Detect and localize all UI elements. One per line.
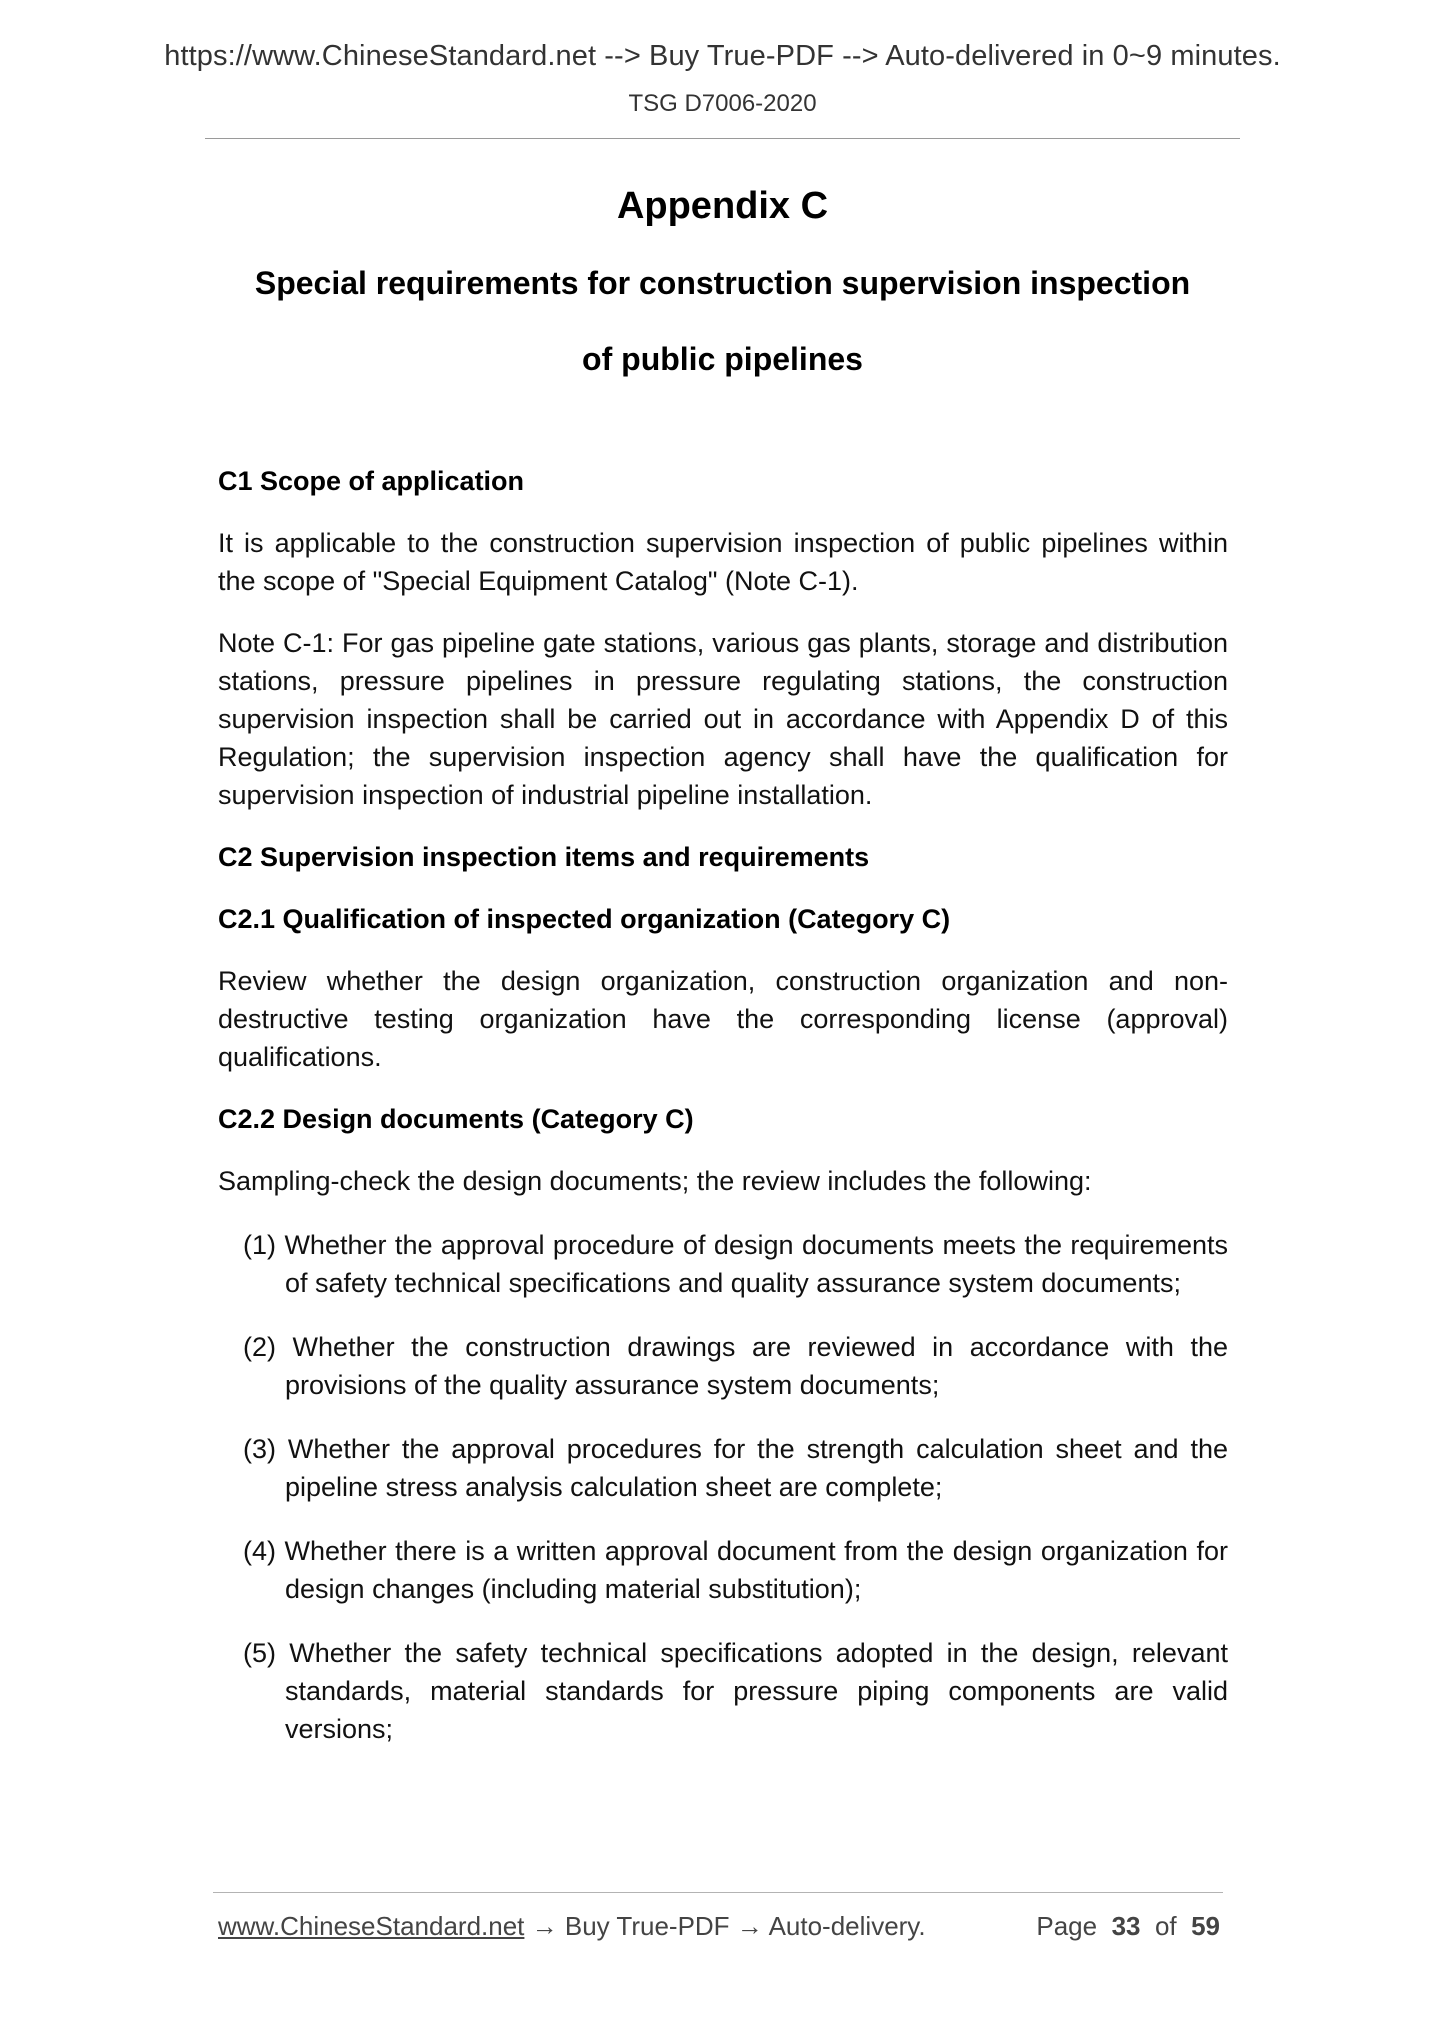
footer-tagline: → Buy True-PDF → Auto-delivery. [524, 1911, 926, 1941]
section-heading-c1: C1 Scope of application [218, 466, 525, 496]
page-indicator [1036, 1911, 1220, 1942]
section-heading-c2: C2 Supervision inspection items and requirements [218, 842, 870, 872]
list-item-3: (3) Whether the approval procedures for the strength calculation sheet and the pipeline stress analysis calculation sheet are complete; [243, 1434, 1228, 1502]
footer [218, 1911, 1228, 1942]
list-item-4: (4) Whether there is a written approval document from the design organization for design changes (including material substitution); [243, 1536, 1228, 1604]
subtitle-line-1: Special requirements for construction supervision inspection [254, 265, 1191, 301]
document-code: TSG D7006-2020 [628, 90, 817, 117]
section-heading-c2-2: C2.2 Design documents (Category C) [218, 1104, 694, 1134]
paragraph-c1: It is applicable to the construction supervision inspection of public pipelines within the scope of "Special Equipment Catalog" (Note C-1). [218, 528, 1228, 596]
page-of-label: of [1154, 1911, 1177, 1941]
note-c1: Note C-1: For gas pipeline gate stations, various gas plants, storage and distribution stations, pressure pipelines in pressure regulating stations, the construction supervision inspection shall be carried out in accordance with Appendix D of this Regulation; the supervision inspection agency shall have the qualification for supervision inspection of industrial pipeline installation. [218, 628, 1228, 810]
footer-site-link[interactable]: www.ChineseStandard.net [218, 1911, 525, 1941]
section-heading-c2-1: C2.1 Qualification of inspected organization (Category C) [218, 904, 951, 934]
appendix-title: Appendix C [616, 185, 829, 227]
paragraph-c2-1: Review whether the design organization, construction organization and non-destructive testing organization have the corresponding license (approval) qualifications. [218, 966, 1228, 1072]
list-item-2: (2) Whether the construction drawings are reviewed in accordance with the provisions of the quality assurance system documents; [243, 1332, 1228, 1400]
page-total: 59 [1191, 1911, 1220, 1941]
header-banner[interactable]: https://www.ChineseStandard.net --> Buy True-PDF --> Auto-delivered in 0~9 minutes. [164, 40, 1281, 72]
page-label: Page [1036, 1911, 1098, 1941]
paragraph-c2-2-intro: Sampling-check the design documents; the review includes the following: [218, 1166, 1092, 1196]
subtitle-line-2: of public pipelines [582, 341, 863, 377]
document-body [218, 462, 1228, 1774]
footer-divider [213, 1892, 1223, 1893]
page-current: 33 [1111, 1911, 1141, 1941]
header-divider [205, 138, 1240, 139]
list-item-1: (1) Whether the approval procedure of design documents meets the requirements of safety technical specifications and quality assurance system documents; [243, 1230, 1228, 1298]
list-item-5: (5) Whether the safety technical specifications adopted in the design, relevant standards, material standards for pressure piping components are valid versions; [243, 1638, 1228, 1744]
